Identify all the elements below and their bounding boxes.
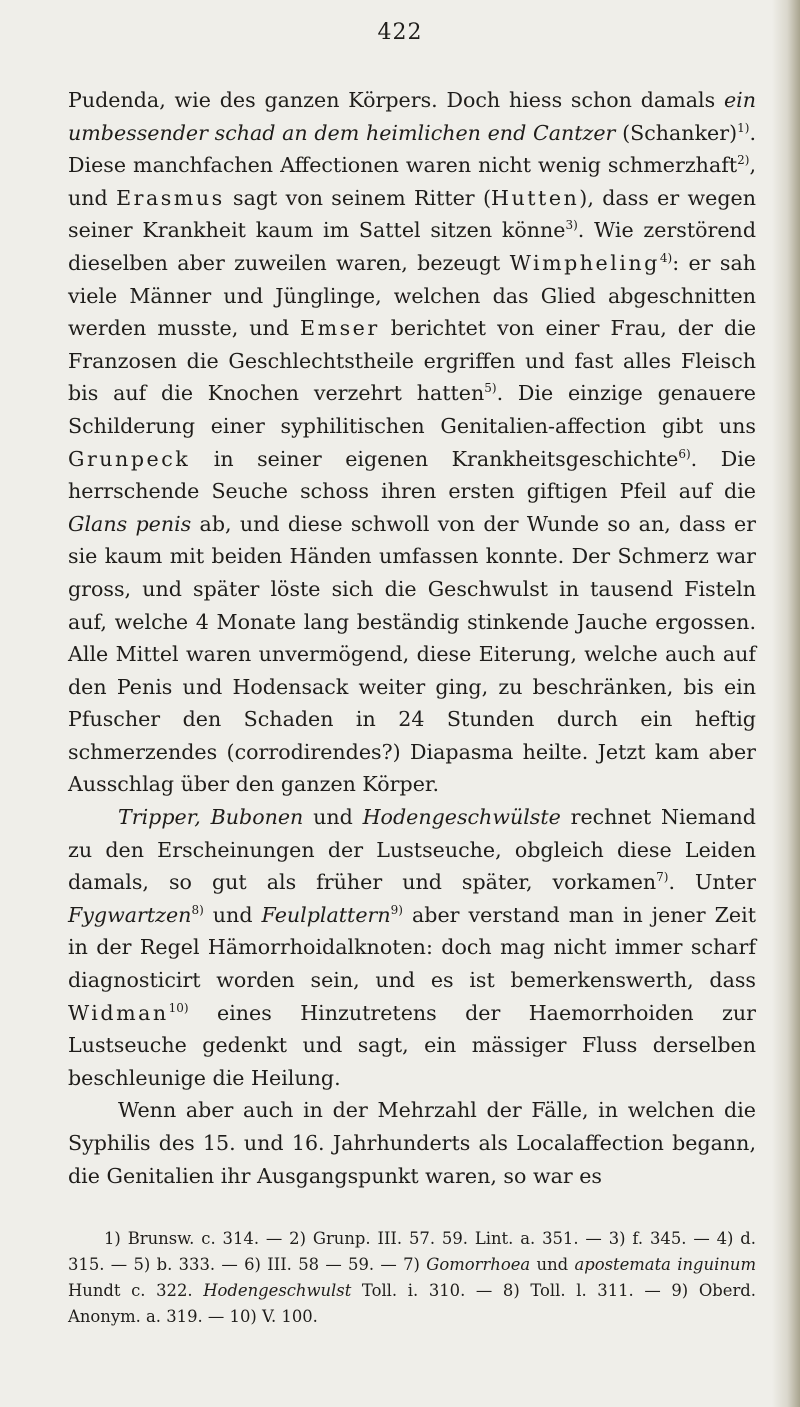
text-run: und: [530, 1255, 575, 1274]
text-run: , und: [68, 153, 756, 210]
text-run: : er sah viele Männer und Jünglinge, welchen das Glied abgeschnitten werden musste, und: [68, 250, 756, 341]
text-run: . Unter: [668, 870, 756, 895]
italic-text: Glans penis: [68, 511, 192, 536]
italic-text: ein umbessender schad an dem heimlichen end Cantzer: [68, 88, 756, 145]
text-run: in seiner eigenen Krankheitsgeschichte: [190, 446, 679, 471]
footnote-ref: 2): [737, 153, 750, 168]
footnote-block: [68, 1226, 756, 1330]
text-run: . Diese manchfachen Affectionen waren nicht wenig schmerzhaft: [68, 120, 756, 178]
spaced-name: Grunpeck: [68, 446, 191, 471]
footnote-ref: 7): [656, 870, 669, 885]
text-run: ab, und diese schwoll von der Wunde so an, dass er sie kaum mit beiden Händen umfassen konnte. Der Schmerz war gross, und später löste sich die Geschwulst in tausend Fisteln auf, welche 4 Monate lang beständig stinkende Jauche ergossen. Alle Mittel waren unvermögend, diese Eiterung, welche auch auf den Penis und Hodensack weiter ging, zu beschränken, bis ein Pfuscher den Schaden in 24 Stunden durch ein heftig schmerzendes (corrodirendes?) Diapasma heilte. Jetzt kam aber Ausschlag über den ganzen Körper.: [68, 511, 756, 797]
italic-text: Tripper, Bubonen: [118, 805, 304, 830]
text-run: sagt von seinem Ritter (: [224, 185, 492, 210]
main-text: [68, 84, 756, 1192]
spaced-name: Erasmus: [116, 185, 225, 210]
text-run: rechnet Niemand zu den Erscheinungen der Lustseuche, obgleich diese Leiden damals, so gut als früher und später, vorkamen: [68, 805, 756, 895]
paragraph: [68, 1094, 756, 1192]
text-run: Pudenda, wie des ganzen Körpers. Doch hiess schon damals: [68, 88, 724, 112]
text-run: . Die herrschende Seuche schoss ihren ersten giftigen Pfeil auf die: [68, 446, 756, 504]
italic-text: apostemata inguinum: [574, 1255, 756, 1274]
text-run: ), dass er wegen seiner Krankheit kaum im Sattel sitzen könne: [68, 185, 756, 243]
text-run: Toll. i. 310. — 8) Toll. l. 311. — 9) Oberd. Anonym. a. 319. — 10) V. 100.: [68, 1281, 756, 1326]
footnote-ref: 5): [484, 381, 497, 396]
footnotes: [68, 1226, 756, 1330]
page-number: 422: [377, 20, 423, 45]
text-run: (Schanker): [615, 120, 738, 145]
italic-text: Hodengeschwülste: [362, 805, 561, 830]
footnote-ref: 3): [565, 218, 578, 233]
spaced-name: Emser: [300, 316, 380, 341]
footnote-ref: 8): [191, 902, 204, 917]
italic-text: Feulplattern: [261, 902, 391, 927]
page-edge-shadow: [772, 0, 800, 1407]
spaced-name: Widman: [68, 1000, 169, 1025]
text-run: berichtet von einer Frau, der die Franzosen die Geschlechtstheile ergriffen und fast alles Fleisch bis auf die Knochen verzehrt hatten: [68, 316, 757, 406]
footnote-ref: 9): [390, 902, 403, 917]
paragraph: [68, 84, 756, 801]
footnote-ref: 4): [659, 251, 673, 266]
text-run: und: [203, 902, 262, 927]
text-run: und: [303, 805, 363, 830]
footnote-ref: 10): [168, 1000, 189, 1015]
footnote-ref: 6): [678, 446, 691, 461]
text-run: Wenn aber auch in der Mehrzahl der Fälle, in welchen die Syphilis des 15. und 16. Jahrhunderts als Localaffection begann, die Genitalien ihr Ausgangspunkt waren, so war es: [68, 1098, 756, 1188]
text-run: . Die einzige genauere Schilderung einer syphilitischen Genitalien-affection gibt uns: [68, 381, 756, 438]
paragraph: [68, 801, 756, 1094]
footnote-ref: 1): [737, 120, 750, 135]
italic-text: Hodengeschwulst: [203, 1281, 352, 1300]
spaced-name: Wimpheling: [509, 250, 660, 275]
text-run: eines Hinzutretens der Haemorrhoiden zur Lustseuche gedenkt und sagt, ein mässiger Fluss derselben beschleunige die Heilung.: [68, 1000, 756, 1090]
text-run: . Wie zerstörend dieselben aber zuweilen waren, bezeugt: [68, 218, 757, 275]
italic-text: Fygwartzen: [68, 902, 192, 927]
spaced-name: Hutten: [491, 185, 580, 210]
text-run: 1) Brunsw. c. 314. — 2) Grunp. III. 57. 59. Lint. a. 351. — 3) f. 345. — 4) d. 315. — 5) b. 333. — 6) III. 58 — 59. — 7): [68, 1229, 756, 1274]
text-run: Hundt c. 322.: [68, 1281, 204, 1300]
italic-text: Gomorrhoea: [426, 1255, 531, 1274]
text-run: aber verstand man in jener Zeit in der Regel Hämorrhoidalknoten: doch mag nicht immer scharf diagnosticirt worden sein, und es ist bemerkenswerth, dass: [68, 902, 756, 993]
